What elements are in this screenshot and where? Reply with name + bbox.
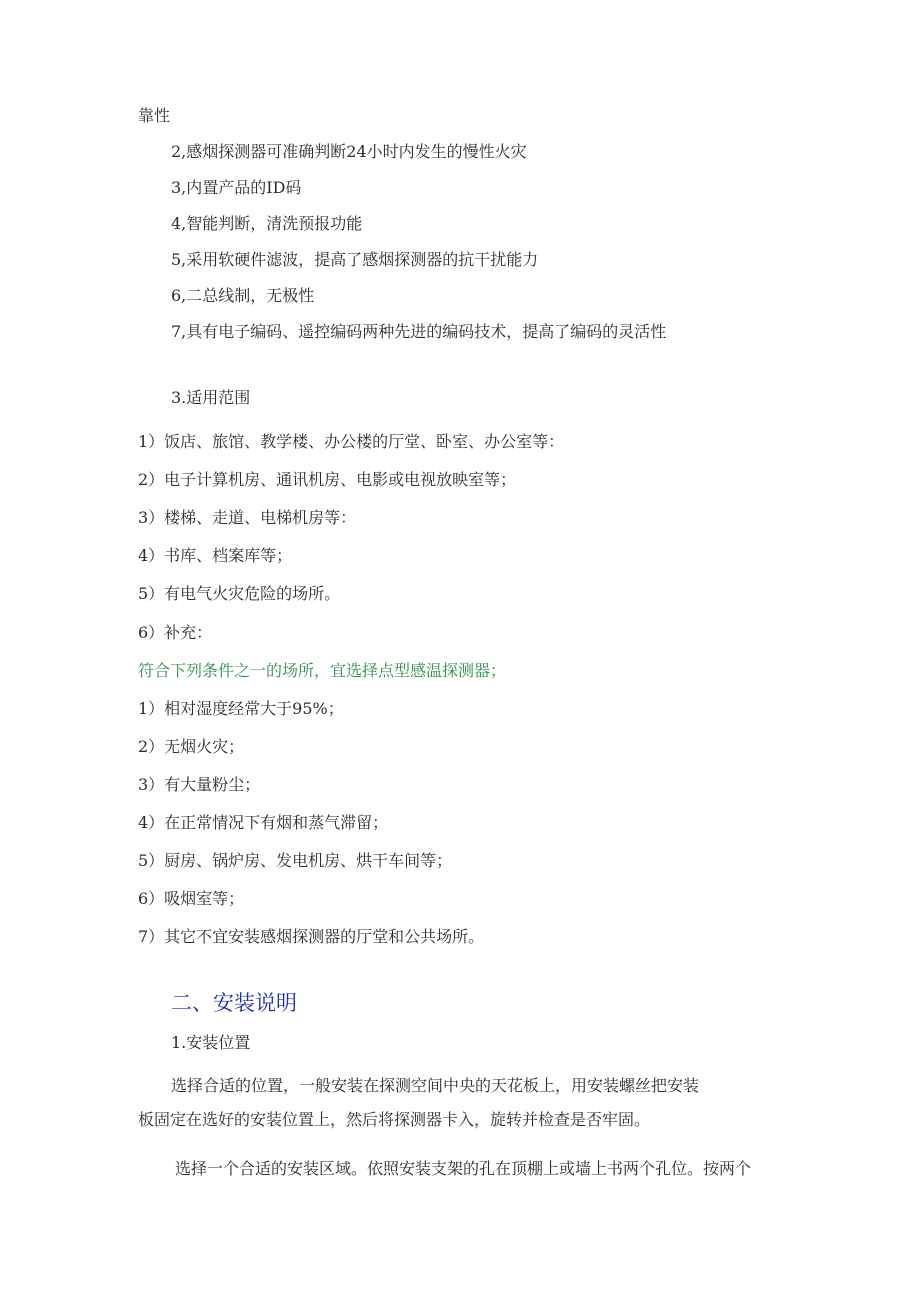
feature-item: 4,智能判断，清洗预报功能	[171, 214, 363, 233]
condition-item: 1）相对湿度经常大于95%；	[138, 699, 344, 718]
scope-item: 3）楼梯、走道、电梯机房等：	[138, 508, 357, 527]
scope-note: 符合下列条件之一的场所，宜选择点型感温探测器；	[138, 661, 507, 680]
scope-item: 4）书库、档案库等；	[138, 546, 293, 565]
scope-item: 6）补充：	[138, 623, 213, 642]
scope-item: 5）有电气火灾危险的场所。	[138, 584, 341, 603]
install-paragraph-1: 选择合适的位置，一般安装在探测空间中央的天花板上，用安装螺丝把安装	[171, 1076, 700, 1095]
feature-item: 5,采用软硬件滤波，提高了感烟探测器的抗干扰能力	[171, 250, 539, 269]
install-subtitle: 1.安装位置	[171, 1033, 251, 1052]
scope-item: 2）电子计算机房、通讯机房、电影或电视放映室等；	[138, 470, 517, 489]
condition-item: 7）其它不宜安装感烟探测器的厅堂和公共场所。	[138, 927, 485, 946]
feature-item: 6,二总线制，无极性	[171, 286, 315, 305]
condition-item: 4）在正常情况下有烟和蒸气滞留；	[138, 813, 389, 832]
features-cont: 靠性	[138, 106, 171, 125]
install-paragraph-2: 选择一个合适的安装区域。依照安装支架的孔在顶棚上或墙上书两个孔位。按两个	[175, 1159, 752, 1178]
install-paragraph-1-cont: 板固定在选好的安装位置上，然后将探测器卡入，旋转并检查是否牢固。	[138, 1110, 651, 1129]
condition-item: 5）厨房、锅炉房、发电机房、烘干车间等；	[138, 851, 453, 870]
condition-item: 2）无烟火灾；	[138, 737, 245, 756]
condition-item: 6）吸烟室等；	[138, 889, 245, 908]
install-heading: 二、安装说明	[171, 991, 297, 1015]
feature-item: 3,内置产品的ID码	[171, 178, 302, 197]
feature-item: 2,感烟探测器可准确判断24小时内发生的慢性火灾	[171, 142, 527, 161]
scope-item: 1）饭店、旅馆、教学楼、办公楼的厅堂、卧室、办公室等：	[138, 432, 565, 451]
scope-title: 3.适用范围	[171, 388, 251, 407]
condition-item: 3）有大量粉尘；	[138, 775, 261, 794]
feature-item: 7,具有电子编码、遥控编码两种先进的编码技术，提高了编码的灵活性	[171, 322, 667, 341]
